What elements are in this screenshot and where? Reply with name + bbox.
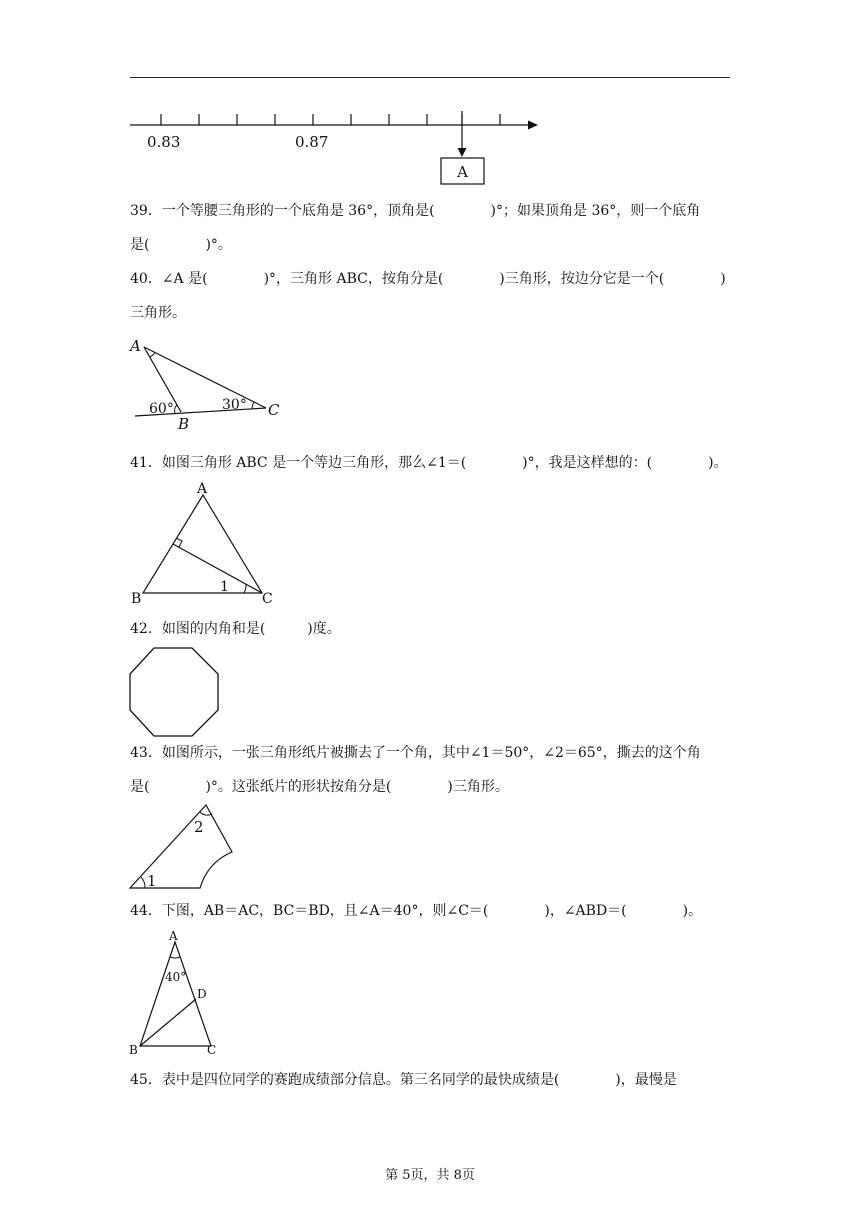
angle-2-label: 2 [194, 818, 204, 836]
question-42 [130, 612, 730, 646]
question-39-line-1: 39．一个等腰三角形的一个底角是 36°，顶角是( )°；如果顶角是 36°，则一个底角 [130, 203, 701, 219]
tick-label-083: 0.83 [147, 133, 181, 151]
angle-b-arc [175, 405, 177, 413]
question-40-line-1: 40．∠A 是( )°，三角形 ABC，按角分是( )三角形，按边分它是一个( ) [130, 271, 726, 287]
label-b: B [178, 415, 190, 433]
label-b: B [131, 591, 142, 607]
question-39-line-2: 是( )°。 [130, 237, 232, 253]
label-a: A [197, 481, 208, 497]
torn-paper-shape [130, 805, 232, 888]
answer-box-label: A [457, 163, 468, 181]
label-c: C [207, 1043, 217, 1057]
altitude-from-c [173, 544, 262, 593]
question-41 [130, 446, 730, 480]
number-line-figure [125, 105, 545, 190]
question-41-line-1: 41．如图三角形 ABC 是一个等边三角形，那么∠1＝( )°，我是这样想的：( )。 [130, 455, 728, 471]
triangle-abc [143, 495, 262, 593]
label-a: A [130, 337, 141, 355]
torn-triangle-figure [128, 800, 238, 892]
label-c: C [262, 591, 273, 607]
question-43-line-1: 43．如图所示，一张三角形纸片被撕去了一个角，其中∠1＝50°，∠2＝65°，撕去的这个角 [130, 745, 701, 761]
question-44-line-1: 44．下图，AB＝AC，BC＝BD，且∠A＝40°，则∠C＝( )，∠ABD＝( )。 [130, 903, 703, 919]
octagon-figure [128, 646, 222, 738]
arrow-right-icon [528, 121, 538, 130]
page-footer: 第 5页，共 8页 [385, 1168, 475, 1183]
label-b: B [129, 1043, 138, 1057]
question-45 [130, 1063, 730, 1097]
question-40 [130, 262, 730, 330]
angle-a-arc [170, 957, 180, 958]
angle-a-arc [150, 352, 155, 357]
label-c: C [268, 401, 280, 419]
number-line-ticks [161, 114, 500, 125]
question-44 [130, 894, 730, 928]
isosceles-triangle-figure [128, 928, 228, 1058]
side-ac [144, 347, 266, 408]
equilateral-triangle-figure [128, 482, 288, 606]
question-45-line-1: 45．表中是四位同学的赛跑成绩部分信息。第三名同学的最快成绩是( )，最慢是 [130, 1072, 677, 1088]
angle-c-arc [252, 402, 254, 409]
label-d: D [197, 987, 207, 1001]
arrow-down-icon [458, 148, 467, 157]
question-40-line-2: 三角形。 [130, 305, 186, 321]
header-rule [130, 77, 730, 78]
angle-1-arc [244, 584, 246, 593]
tick-label-087: 0.87 [295, 133, 329, 151]
question-42-line-1: 42．如图的内角和是( )度。 [130, 621, 341, 637]
angle-1-label: 1 [220, 579, 229, 595]
triangle-abc-figure [128, 336, 288, 436]
question-39 [130, 194, 730, 262]
label-a: A [169, 929, 178, 943]
question-43 [130, 736, 730, 804]
octagon-shape [130, 648, 218, 736]
angle-a-label: 40° [165, 970, 187, 984]
angle-b-label: 60° [149, 401, 174, 417]
question-43-line-2: 是( )°。这张纸片的形状按角分是( )三角形。 [130, 779, 509, 795]
angle-c-label: 30° [222, 397, 247, 413]
angle-1-label: 1 [147, 872, 157, 890]
angle-1-arc [141, 877, 145, 888]
